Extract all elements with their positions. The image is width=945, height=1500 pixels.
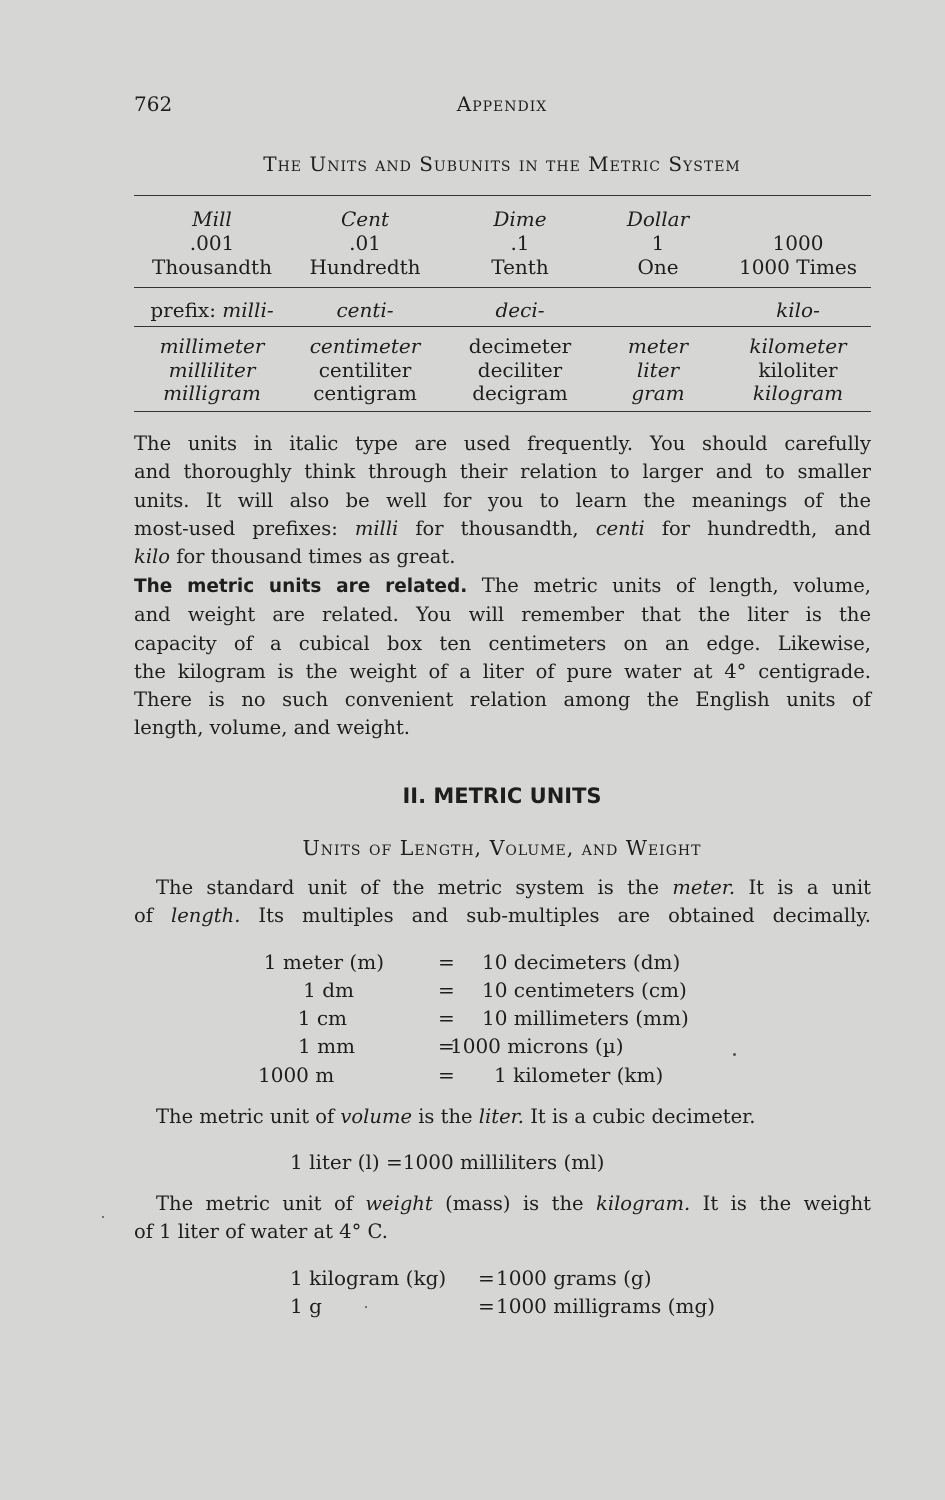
equation-left: 1 meter (m)	[263, 950, 384, 974]
table-cell: liter	[636, 358, 680, 382]
table-cell: .001	[189, 231, 235, 255]
table-cell: deci-	[495, 298, 545, 322]
equation-right: 1000 microns (µ)	[450, 1034, 624, 1058]
volume-equation: 1 liter (l) =1000 milliliters (ml)	[290, 1150, 605, 1174]
paragraph-italic-units: The units in italic type are used frequently. You should carefully and thoroughly think through their relation to larger and to smaller units. It will also be well for you to learn the meanings of the most-used prefixes: milli for thousandth, centi for hundredth, and kilo for thousand times as great.	[134, 432, 871, 569]
table-cell-prefix	[134, 298, 290, 322]
table-cell: gram	[631, 381, 685, 405]
table-cell: 1	[651, 231, 665, 255]
table-cell: decigram	[472, 381, 568, 405]
equation-left: 1 dm	[303, 978, 354, 1002]
table-cell: Cent	[340, 207, 390, 231]
equation-right: 10 centimeters (cm)	[482, 978, 687, 1002]
table-cell: Dime	[493, 207, 547, 231]
equation-right: 10 millimeters (mm)	[482, 1006, 689, 1030]
equation-sign: =	[478, 1294, 495, 1318]
equation-left: 1 kilogram (kg)	[290, 1266, 447, 1290]
table-cell: .01	[349, 231, 381, 255]
table-cell: decimeter	[468, 334, 572, 358]
equation-right: 1 kilometer (km)	[494, 1063, 664, 1087]
print-speck	[102, 1216, 104, 1218]
paragraph-units-related: The metric units are related. The metric units of length, volume, and weight are related. You will remember that the liter is the capacity of a cubical box ten centimeters on an edge. Likewise, the kilogram is the weight of a liter of pure water at 4° centigrade. There is no such convenient relation among the English units of length, volume, and weight.	[134, 574, 871, 740]
table-title: The Units and Subunits in the Metric System	[263, 152, 741, 176]
page-number: 762	[134, 92, 173, 116]
table-cell: millimeter	[159, 334, 265, 358]
table-cell: milliliter	[168, 358, 256, 382]
table-cell: centimeter	[309, 334, 421, 358]
equation-sign: =	[438, 1063, 455, 1087]
table-cell: centigram	[313, 381, 417, 405]
subsection-title: Units of Length, Volume, and Weight	[302, 836, 702, 860]
print-speck	[733, 1053, 736, 1056]
table-cell: One	[637, 255, 679, 279]
paragraph-volume: The metric unit of volume is the liter. It is a cubic decimeter.	[156, 1105, 756, 1128]
page-header	[134, 92, 870, 120]
equation-left: 1 g	[290, 1294, 322, 1318]
equation-right: 1000 grams (g)	[496, 1266, 652, 1290]
table-bottom-rule	[134, 411, 871, 412]
table-cell: 1000	[772, 231, 824, 255]
table-cell: centiliter	[318, 358, 412, 382]
table-cell: meter	[627, 334, 689, 358]
paragraph-weight: The metric unit of weight (mass) is the kilogram. It is the weight of 1 liter of water at 4° C.	[134, 1192, 871, 1244]
table-cell: kilogram	[752, 381, 844, 405]
table-cell: kilometer	[749, 334, 847, 358]
table-cell: centi-	[336, 298, 394, 322]
table-cell: kiloliter	[758, 358, 838, 382]
table-rule	[134, 287, 871, 288]
print-speck	[365, 1306, 367, 1308]
table-cell: Mill	[192, 207, 232, 231]
table-cell: Hundredth	[309, 255, 421, 279]
table-cell: 1000 Times	[738, 255, 858, 279]
equation-sign: =	[478, 1266, 495, 1290]
equation-sign: =	[438, 1006, 455, 1030]
table-cell: Dollar	[626, 207, 690, 231]
running-head: Appendix	[456, 92, 548, 116]
table-cell: kilo-	[776, 298, 820, 322]
table-cell: Thousandth	[152, 255, 272, 279]
prefix-label: prefix:	[150, 298, 223, 322]
equation-sign: =	[438, 978, 455, 1002]
equation-left: 1 cm	[297, 1006, 347, 1030]
equation-right: 1000 milligrams (mg)	[496, 1294, 716, 1318]
table-top-rule	[134, 195, 871, 196]
table-cell: Tenth	[491, 255, 549, 279]
table-rule	[134, 326, 871, 327]
run-in-heading: The metric units are related.	[134, 576, 468, 597]
equation-sign: =	[438, 1034, 455, 1058]
table-cell: .1	[510, 231, 530, 255]
equation-left: 1000 m	[258, 1063, 335, 1087]
section-title: II. METRIC UNITS	[402, 784, 602, 808]
table-cell: milligram	[163, 381, 261, 405]
equation-sign: =	[438, 950, 455, 974]
table-cell: deciliter	[477, 358, 563, 382]
paragraph-standard-unit: The standard unit of the metric system is the meter. It is a unit of length. Its multiples and sub-multiples are obtained decimally.	[134, 876, 871, 928]
equation-left: 1 mm	[297, 1034, 355, 1058]
prefix-value: milli-	[222, 298, 274, 322]
equation-right: 10 decimeters (dm)	[482, 950, 681, 974]
